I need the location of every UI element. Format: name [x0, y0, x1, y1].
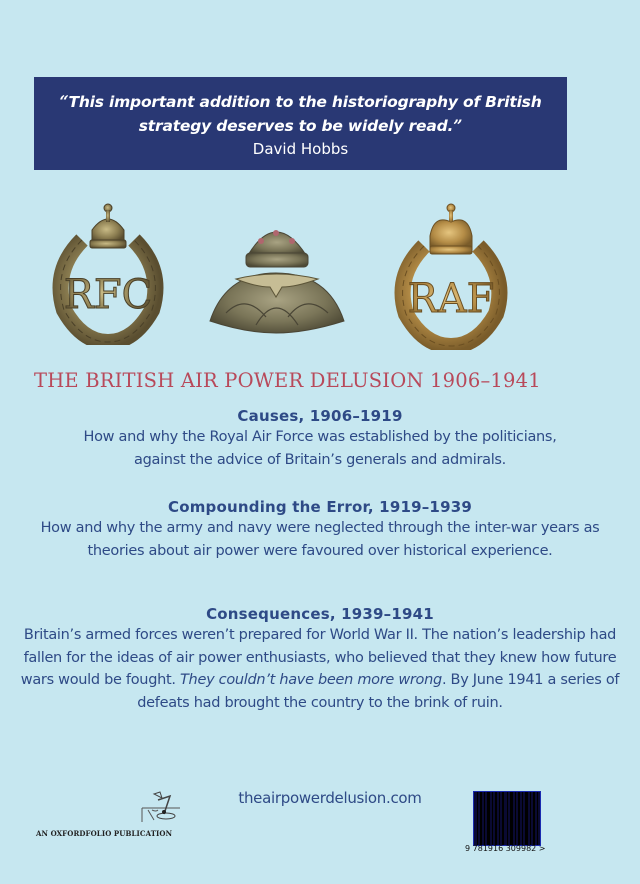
rfc-letters: RFC	[63, 272, 153, 318]
section-heading: Causes, 1906–1919	[237, 407, 403, 425]
section-consequences	[20, 604, 620, 714]
quote-banner	[34, 77, 567, 170]
section-heading: Compounding the Error, 1919–1939	[168, 498, 472, 516]
section-heading: Consequences, 1939–1941	[206, 605, 434, 623]
section-compounding	[20, 497, 620, 562]
quote-text	[51, 90, 551, 138]
publisher-block	[36, 790, 196, 840]
body-text: Britain’s armed forces weren’t prepared for World War II. The nation’s leadership had fallen for the ideas of air power enthusiasts, who believed that they knew how future wars would be fought.	[20, 627, 617, 688]
book-title: THE BRITISH AIR POWER DELUSION 1906–1941	[34, 369, 541, 392]
body-text: . By June 1941 a series of defeats had brought the country to the brink of ruin.	[137, 672, 620, 711]
section-body: How and why the army and navy were neglected through the inter-war years as theories about air power were favoured over historical experience.	[40, 520, 600, 559]
desk-lamp-icon	[140, 790, 182, 828]
section-causes	[20, 406, 620, 471]
website-link[interactable]: theairpowerdelusion.com	[238, 789, 422, 807]
section-body: How and why the Royal Air Force was established by the politicians, against the advice of Britain’s generals and admirals.	[83, 429, 557, 468]
raf-letters: RAF	[407, 276, 495, 322]
isbn-number: 9 781916 309982 >	[465, 844, 546, 853]
publisher-name: AN OXFORDFOLIO PUBLICATION	[36, 829, 173, 838]
officer-cap-badge-image	[206, 213, 348, 335]
isbn-barcode	[473, 791, 541, 846]
rfc-badge-image	[52, 200, 164, 345]
section-body	[20, 624, 620, 714]
close-quote-mark: ”	[453, 116, 463, 135]
open-quote-mark: “	[59, 92, 69, 111]
quote-author: David Hobbs	[252, 140, 349, 158]
emphasis-text: They couldn’t have been more wrong	[180, 672, 442, 688]
quote-body: This important addition to the historiography of British strategy deserves to be widely read.	[68, 93, 542, 135]
raf-badge-image	[394, 200, 508, 350]
badge-row	[0, 195, 640, 355]
